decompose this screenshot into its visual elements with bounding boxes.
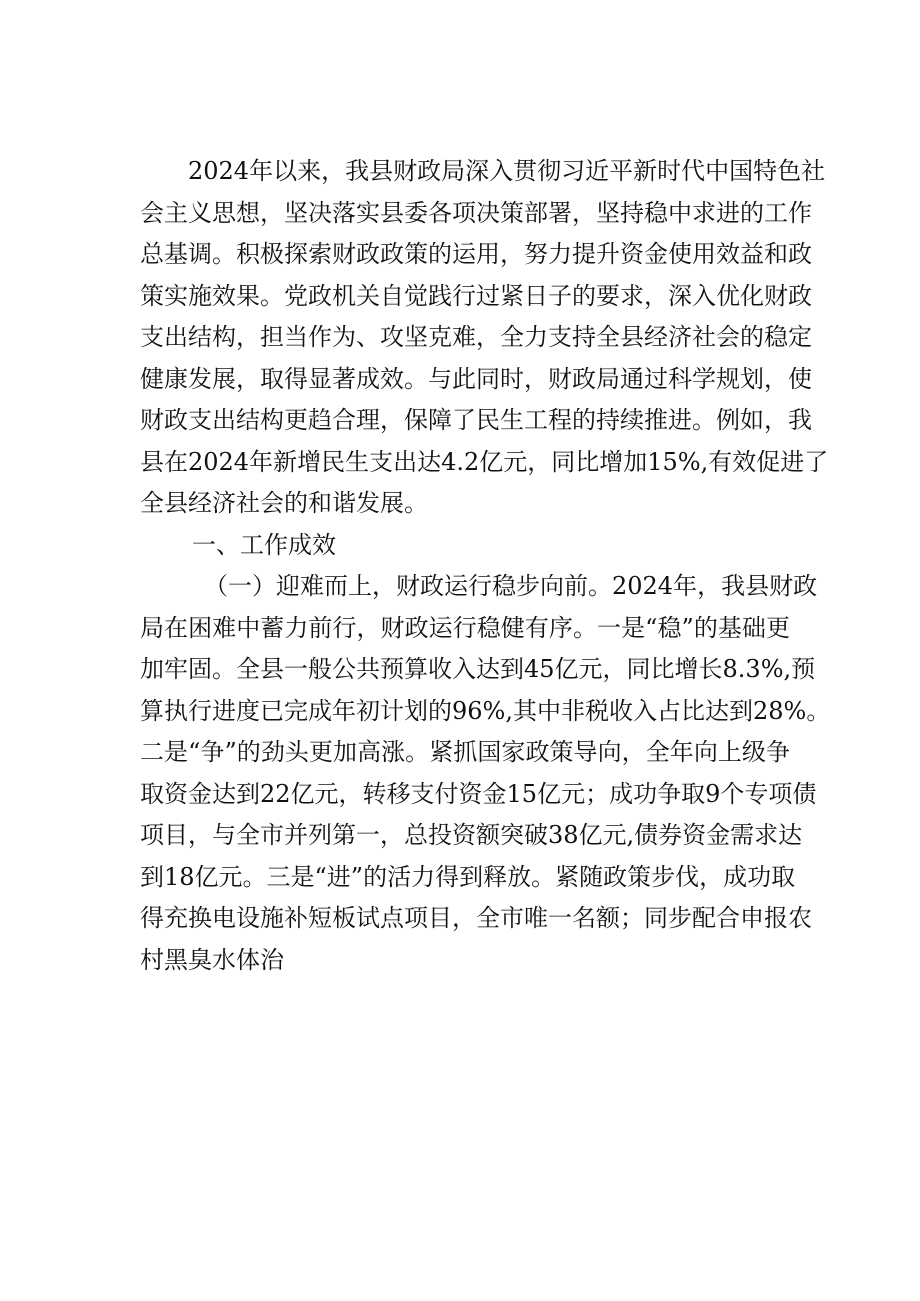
paragraph-line: 全县经济社会的和谐发展。 [140, 489, 428, 517]
paragraph-line: 得充换电设施补短板试点项目，全市唯一名额；同步配合申报农 [140, 904, 812, 932]
paragraph-line: 财政支出结构更趋合理，保障了民生工程的持续推进。例如，我 [140, 406, 812, 434]
paragraph-line: 二是“争”的劲头更加高涨。紧抓国家政策导向，全年向上级争 [140, 738, 790, 766]
paragraph-line: 总基调。积极探索财政政策的运用，努力提升资金使用效益和政 [140, 240, 812, 268]
paragraph-line: 支出结构，担当作为、攻坚克难，全力支持全县经济社会的稳定 [140, 323, 812, 351]
paragraph-line: 策实施效果。党政机关自觉践行过紧日子的要求，深入优化财政 [140, 281, 812, 310]
paragraph-line: 算执行进度已完成年初计划的96%,其中非税收入占比达到28%。 [140, 696, 831, 725]
paragraph-line: 项目，与全市并列第一，总投资额突破38亿元,债券资金需求达 [140, 821, 803, 849]
paragraph-line: 县在2024年新增民生支出达4.2亿元，同比增加15%,有效促进了 [140, 447, 829, 476]
section-heading: 一、工作成效 [192, 530, 336, 559]
document-body [140, 151, 831, 981]
paragraph-line: （一）迎难而上，财政运行稳步向前。2024年，我县财政 [204, 572, 818, 600]
paragraph-line: 健康发展，取得显著成效。与此同时，财政局通过科学规划，使 [140, 364, 812, 393]
paragraph-line: 取资金达到22亿元，转移支付资金15亿元；成功争取9个专项债 [140, 779, 817, 808]
paragraph-line: 村黑臭水体治 [140, 945, 284, 974]
paragraph-line: 会主义思想，坚决落实县委各项决策部署，坚持稳中求进的工作 [140, 198, 812, 227]
paragraph-line: 2024年以来，我县财政局深入贯彻习近平新时代中国特色社 [188, 157, 826, 185]
paragraph-line: 到18亿元。三是“进”的活力得到释放。紧随政策步伐，成功取 [140, 862, 796, 891]
paragraph-line: 加牢固。全县一般公共预算收入达到45亿元，同比增长8.3%,预 [140, 655, 816, 683]
paragraph-line: 局在困难中蓄力前行，财政运行稳健有序。一是“稳”的基础更 [140, 613, 790, 642]
